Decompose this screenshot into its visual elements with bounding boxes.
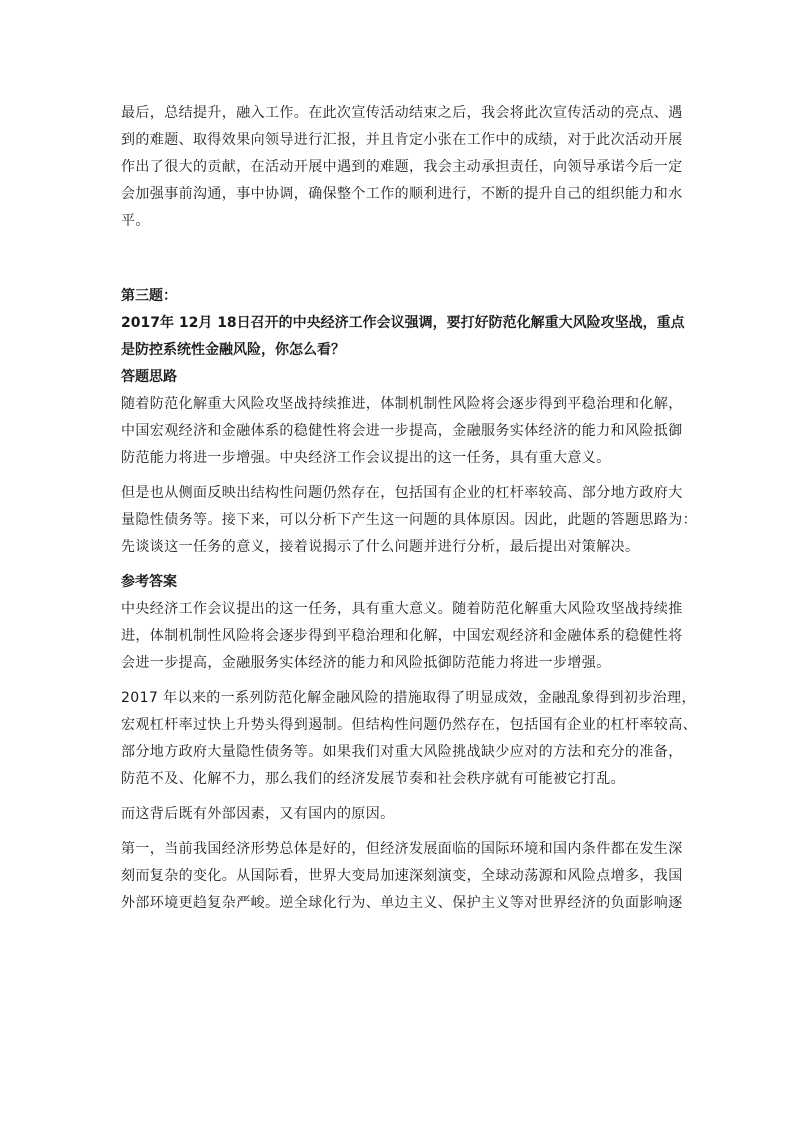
spacer bbox=[121, 677, 691, 685]
text-line: 2017 年以来的一系列防范化解金融风险的措施取得了明显成效，金融乱象得到初步治理， bbox=[121, 690, 696, 706]
answer-paragraph-1 bbox=[121, 596, 691, 677]
text-line: 中国宏观经济和金融体系的稳健性将会进一步提高，金融服务实体经济的能力和风险抵御 bbox=[121, 423, 683, 439]
spacer bbox=[121, 561, 691, 569]
text-line: 刻而复杂的变化。从国际看，世界大变局加速深刻演变，全球动荡源和风险点增多，我国 bbox=[121, 868, 683, 884]
text-line: 部分地方政府大量隐性债务等。如果我们对重大风险挑战缺少应对的方法和充分的准备， bbox=[121, 744, 683, 760]
answer-paragraph-2 bbox=[121, 685, 697, 793]
text-line: 但是也从侧面反映出结构性问题仍然存在，包括国有企业的杠杆率较高、部分地方政府大 bbox=[121, 485, 683, 501]
text-line: 先谈谈这一任务的意义，接着说揭示了什么问题并进行分析，最后提出对策解决。 bbox=[121, 539, 640, 555]
spacer bbox=[121, 828, 691, 836]
answer-paragraph-3 bbox=[121, 801, 691, 828]
text-line: 而这背后既有外部因素，又有国内的原因。 bbox=[121, 806, 395, 822]
question-line: 是防控系统性金融风险，你怎么看？ bbox=[121, 342, 345, 358]
approach-paragraph-2 bbox=[121, 480, 697, 561]
text-line: 外部环境更趋复杂严峻。逆全球化行为、单边主义、保护主义等对世界经济的负面影响逐 bbox=[121, 895, 683, 911]
approach-paragraph-1 bbox=[121, 391, 691, 472]
text-line: 平。 bbox=[121, 213, 150, 229]
approach-heading: 答题思路 bbox=[121, 369, 177, 385]
text-line: 作出了很大的贡献，在活动开展中遇到的难题，我会主动承担责任，向领导承诺今后一定 bbox=[121, 159, 683, 175]
text-line: 量隐性债务等。接下来，可以分析下产生这一问题的具体原因。因此，此题的答题思路为： bbox=[121, 512, 697, 528]
text-line: 会进一步提高，金融服务实体经济的能力和风险抵御防范能力将进一步增强。 bbox=[121, 655, 611, 671]
question-line: 2017年 12月 18日召开的中央经济工作会议强调，要打好防范化解重大风险攻坚战，重点 bbox=[121, 315, 685, 331]
text-line: 随着防范化解重大风险攻坚战持续推进，体制机制性风险将会逐步得到平稳治理和化解， bbox=[121, 396, 683, 412]
text-line: 最后，总结提升，融入工作。在此次宣传活动结束之后，我会将此次宣传活动的亮点、遇 bbox=[121, 105, 683, 121]
spacer bbox=[121, 235, 691, 283]
spacer bbox=[121, 472, 691, 480]
text-line: 防范不及、化解不力，那么我们的经济发展节奏和社会秩序就有可能被它打乱。 bbox=[121, 771, 625, 787]
spacer bbox=[121, 793, 691, 801]
text-line: 会加强事前沟通，事中协调，确保整个工作的顺利进行，不断的提升自己的组织能力和水 bbox=[121, 186, 683, 202]
text-line: 宏观杠杆率过快上升势头得到遏制。但结构性问题仍然存在，包括国有企业的杠杆率较高、 bbox=[121, 717, 697, 733]
document-page bbox=[121, 100, 697, 917]
text-line: 第一，当前我国经济形势总体是好的，但经济发展面临的国际环境和国内条件都在发生深 bbox=[121, 841, 683, 857]
answer-heading: 参考答案 bbox=[121, 574, 177, 590]
answer-paragraph-4 bbox=[121, 836, 691, 917]
closing-paragraph bbox=[121, 100, 691, 235]
text-line: 防范能力将进一步增强。中央经济工作会议提出的这一任务，具有重大意义。 bbox=[121, 450, 611, 466]
question-text bbox=[121, 310, 691, 364]
question-label: 第三题： bbox=[121, 288, 177, 304]
text-line: 进，体制机制性风险将会逐步得到平稳治理和化解，中国宏观经济和金融体系的稳健性将 bbox=[121, 628, 683, 644]
text-line: 中央经济工作会议提出的这一任务，具有重大意义。随着防范化解重大风险攻坚战持续推 bbox=[121, 601, 683, 617]
text-line: 到的难题、取得效果向领导进行汇报，并且肯定小张在工作中的成绩，对于此次活动开展 bbox=[121, 132, 683, 148]
